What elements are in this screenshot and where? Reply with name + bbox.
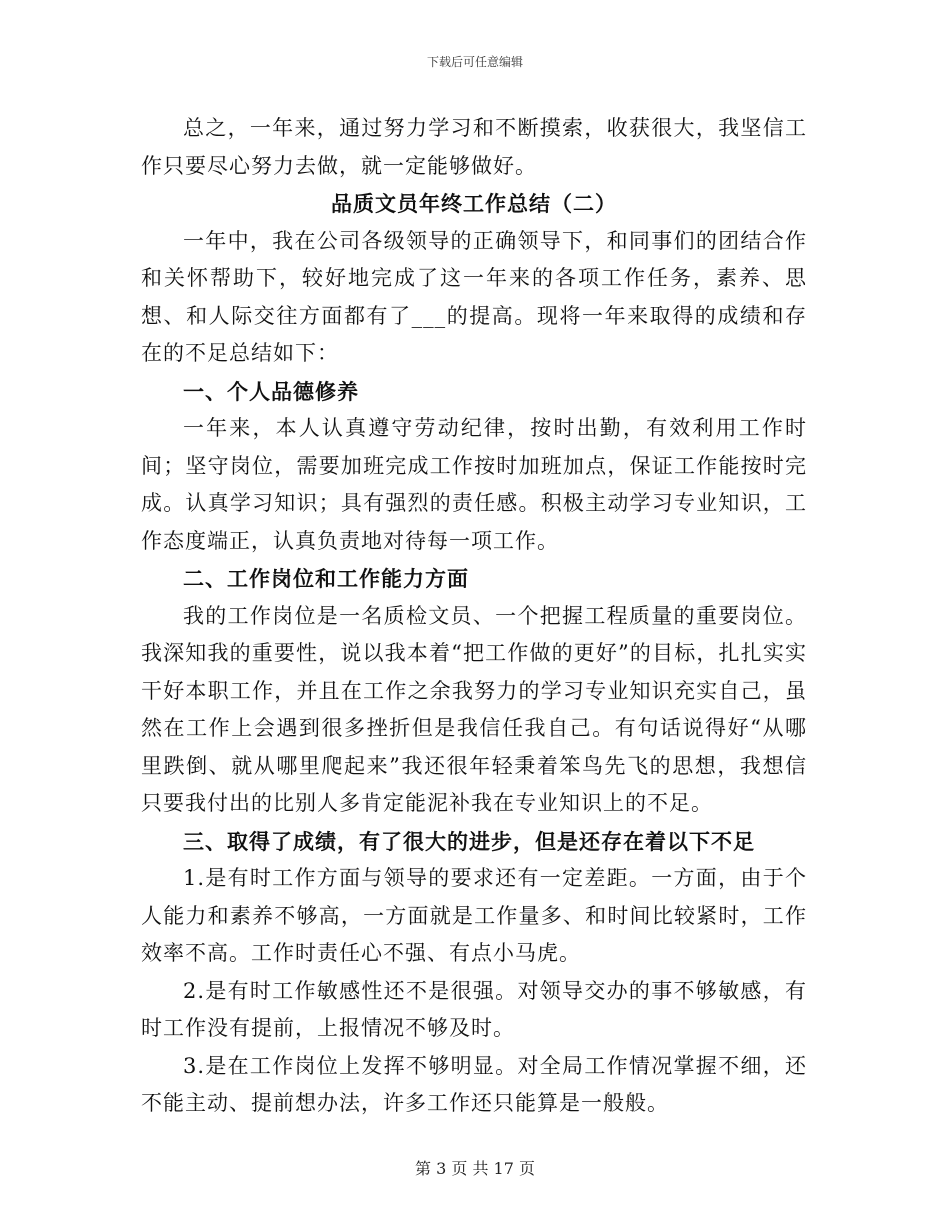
heading-work-position: 二、工作岗位和工作能力方面: [183, 566, 469, 591]
paragraph-conclusion: 总之，一年来，通过努力学习和不断摸索，收获很大，我坚信工作只要尽心努力去做，就一定能够做好。: [141, 116, 807, 178]
heading-personal-morality: 一、个人品德修养: [183, 378, 359, 404]
paragraph-personal-morality: 一年来，本人认真遵守劳动纪律，按时出勤，有效利用工作时间；坚守岗位，需要加班完成工作按时加班加点，保证工作能按时完成。认真学习知识；具有强烈的责任感。积极主动学习专业知识，工作态度端正，认真负责地对待每一项工作。: [141, 416, 807, 553]
paragraph-shortcoming-3: 3.是在工作岗位上发挥不够明显。对全局工作情况掌握不细，还不能主动、提前想办法，许多工作还只能算是一般般。: [141, 1053, 807, 1115]
paragraph-work-position: 我的工作岗位是一名质检文员、一个把握工程质量的重要岗位。我深知我的重要性，说以我本着“把工作做的更好”的目标，扎扎实实干好本职工作，并且在工作之余我努力的学习专业知识充实自己，虽然在工作上会遇到很多挫折但是我信任我自己。有句话说得好“从哪里跌倒、就从哪里爬起来”我还很年轻秉着笨鸟先飞的思想，我想信只要我付出的比别人多肯定能泥补我在专业知识上的不足。: [141, 603, 807, 815]
page-header-note: 下载后可任意编辑: [426, 55, 523, 69]
paragraph-shortcoming-1: 1.是有时工作方面与领导的要求还有一定差距。一方面，由于个人能力和素养不够高，一方面就是工作量多、和时间比较紧时，工作效率不高。工作时责任心不强、有点小马虎。: [141, 866, 807, 965]
section-title: 品质文员年终工作总结（二）: [331, 191, 617, 216]
page-number: 第 3 页 共 17 页: [415, 1159, 535, 1178]
paragraph-intro: 一年中，我在公司各级领导的正确领导下，和同事们的团结合作和关怀帮助下，较好地完成了这一年来的各项工作任务，素养、思想、和人际交往方面都有了___的提高。现将一年来取得的成绩和存在的不足总结如下：: [141, 228, 807, 365]
document-body: [141, 110, 807, 1123]
paragraph-shortcoming-2: 2.是有时工作敏感性还不是很强。对领导交办的事不够敏感，有时工作没有提前，上报情况不够及时。: [141, 978, 807, 1040]
heading-shortcomings: 三、取得了成绩，有了很大的进步，但是还存在着以下不足: [183, 828, 755, 854]
